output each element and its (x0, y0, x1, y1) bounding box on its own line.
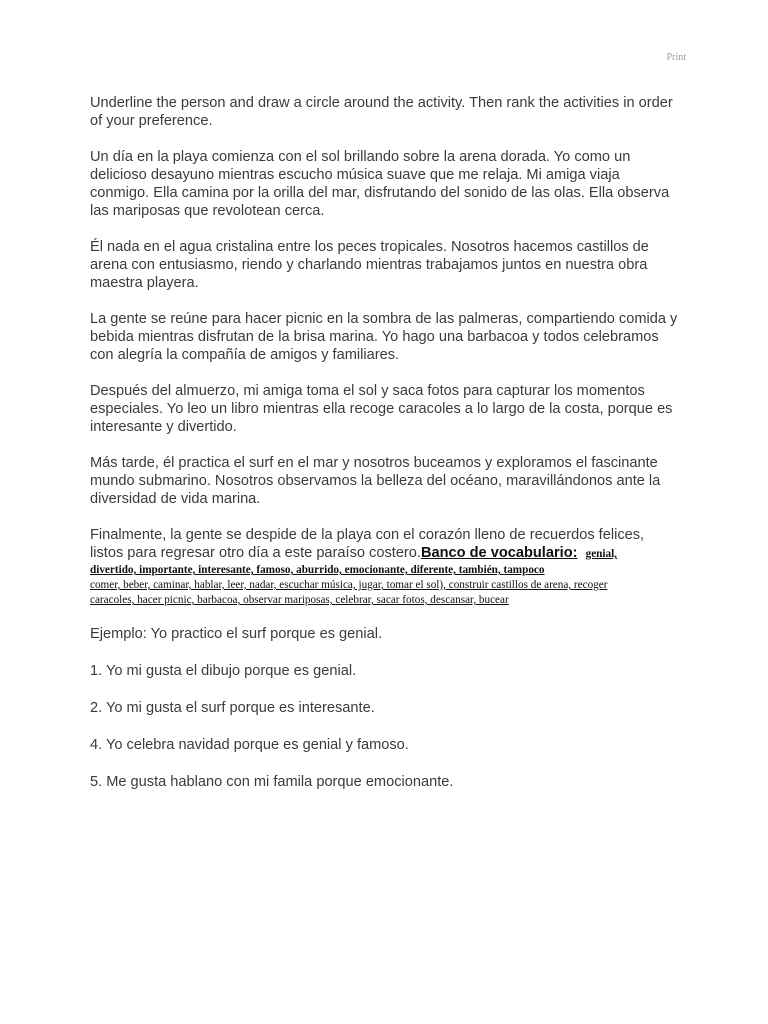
paragraph-5: Más tarde, él practica el surf en el mar y nosotros buceamos y exploramos el fascinante mundo submarino. Nosotros observamos la belleza del océano, maravillándonos ante la diversidad de vida marina. (90, 455, 661, 507)
vocab-bank-label: Banco de vocabulario: (420, 545, 578, 561)
document-body (90, 94, 680, 810)
answer-item: 5. Me gusta hablano con mi famila porque emocionante. (90, 774, 454, 790)
print-link[interactable]: Print (666, 52, 686, 63)
vocab-activities-line2: caracoles, hacer picnic, barbacoa, observar mariposas, celebrar, sacar fotos, descansar, bucear (90, 594, 509, 606)
paragraph-2: Él nada en el agua cristalina entre los peces tropicales. Nosotros hacemos castillos de arena con entusiasmo, riendo y charlando mientras trabajamos juntos en nuestra obra maestra playera. (90, 239, 649, 291)
vocab-bank (90, 562, 680, 607)
answers-section (90, 625, 680, 791)
final-paragraph-text: Finalmente, la gente se despide de la playa con el corazón lleno de recuerdos felices, listos para regresar otro día a este paraíso costero. (90, 527, 645, 561)
final-paragraph (90, 526, 680, 562)
example-sentence: Ejemplo: Yo practico el surf porque es genial. (90, 626, 383, 642)
instructions: Underline the person and draw a circle around the activity. Then rank the activities in order of your preference. (90, 95, 673, 129)
paragraph-1: Un día en la playa comienza con el sol brillando sobre la arena dorada. Yo como un delicioso desayuno mientras escucho música suave que me relaja. Mi amiga viaja conmigo. Ella camina por la orilla del mar, disfrutando del sonido de las olas. Ella observa las mariposas que revolotean cerca. (90, 149, 670, 219)
paragraph-3: La gente se reúne para hacer picnic en la sombra de las palmeras, compartiendo comida y bebida mientras disfrutan de la brisa marina. Yo hago una barbacoa y todos celebramos con alegría la compañía de amigos y familiares. (90, 311, 678, 363)
vocab-adjectives-line1: genial, (585, 548, 617, 560)
vocab-activities-line1: comer, beber, caminar, hablar, leer, nadar, escuchar música, jugar, tomar el sol), construir castillos de arena, recoger (90, 579, 608, 591)
answer-item: 2. Yo mi gusta el surf porque es interesante. (90, 700, 375, 716)
paragraph-4: Después del almuerzo, mi amiga toma el sol y saca fotos para capturar los momentos especiales. Yo leo un libro mientras ella recoge caracoles a lo largo de la costa, porque es interesante y divertido. (90, 383, 673, 435)
answer-item: 4. Yo celebra navidad porque es genial y famoso. (90, 737, 409, 753)
answer-item: 1. Yo mi gusta el dibujo porque es genial. (90, 663, 357, 679)
vocab-adjectives-line2: divertido, importante, interesante, famoso, aburrido, emocionante, diferente, también, tampoco (90, 564, 545, 576)
